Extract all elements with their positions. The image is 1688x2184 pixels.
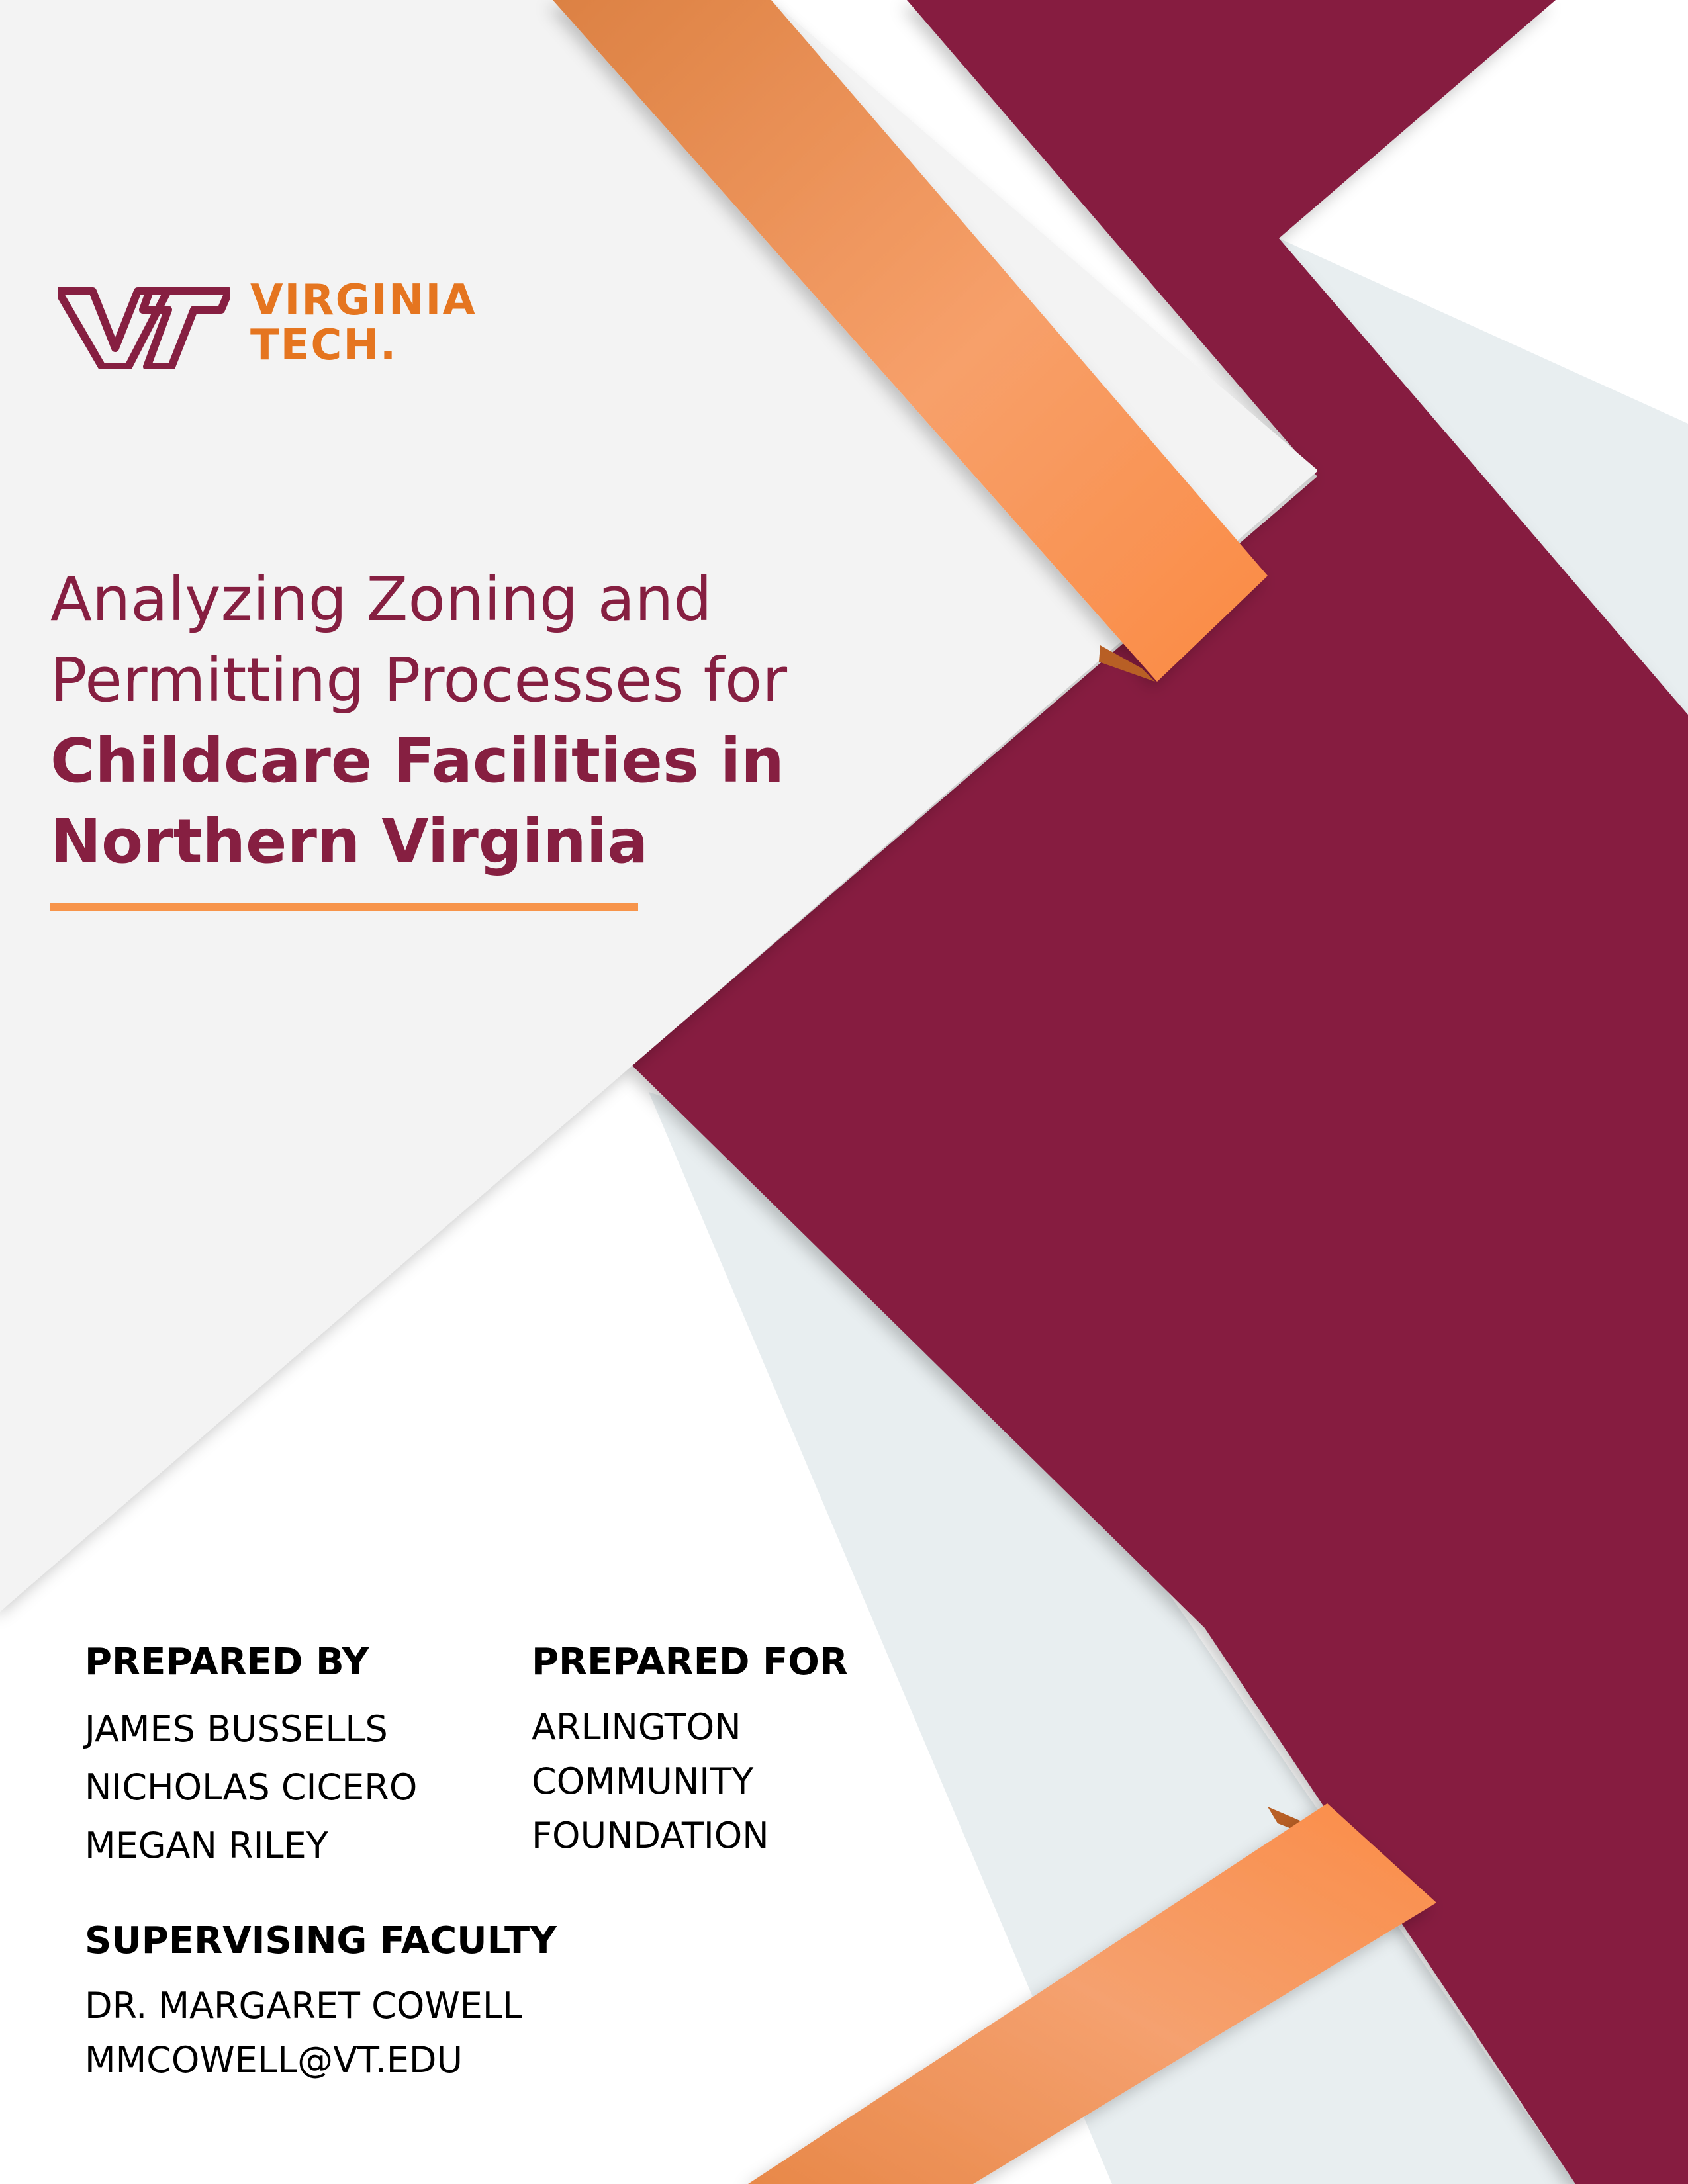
virginia-tech-wordmark bbox=[250, 278, 528, 377]
faculty-name: DR. MARGARET COWELL bbox=[85, 1985, 523, 2026]
prepared-for-line-2: COMMUNITY bbox=[532, 1760, 754, 1802]
supervising-faculty-heading: SUPERVISING FACULTY bbox=[85, 1919, 557, 1962]
title-underline bbox=[50, 903, 638, 911]
title-line-1: Analyzing Zoning and bbox=[50, 564, 712, 635]
prepared-for-heading: PREPARED FOR bbox=[532, 1641, 848, 1684]
prepared-for-line-1: ARLINGTON bbox=[532, 1706, 741, 1748]
prepared-by-name-1: JAMES BUSSELLS bbox=[85, 1708, 388, 1750]
prepared-for-section bbox=[532, 1639, 889, 1863]
supervising-faculty-section bbox=[85, 1918, 628, 2087]
prepared-by-name-2: NICHOLAS CICERO bbox=[85, 1766, 418, 1808]
faculty-email: MMCOWELL@VT.EDU bbox=[85, 2039, 463, 2081]
vt-monogram-icon bbox=[58, 286, 230, 369]
prepared-by-heading: PREPARED BY bbox=[85, 1641, 369, 1684]
report-title bbox=[50, 559, 977, 882]
logo-line-virginia: VIRGINIA bbox=[250, 276, 477, 325]
virginia-tech-logo bbox=[58, 278, 508, 377]
prepared-by-name-3: MEGAN RILEY bbox=[85, 1825, 328, 1866]
title-line-2: Permitting Processes for bbox=[50, 645, 788, 715]
prepared-for-line-3: FOUNDATION bbox=[532, 1815, 769, 1856]
title-line-3: Childcare Facilities in bbox=[50, 725, 784, 796]
logo-line-tech: TECH. bbox=[250, 321, 398, 370]
title-line-4: Northern Virginia bbox=[50, 806, 649, 877]
prepared-by-section bbox=[85, 1639, 495, 1875]
